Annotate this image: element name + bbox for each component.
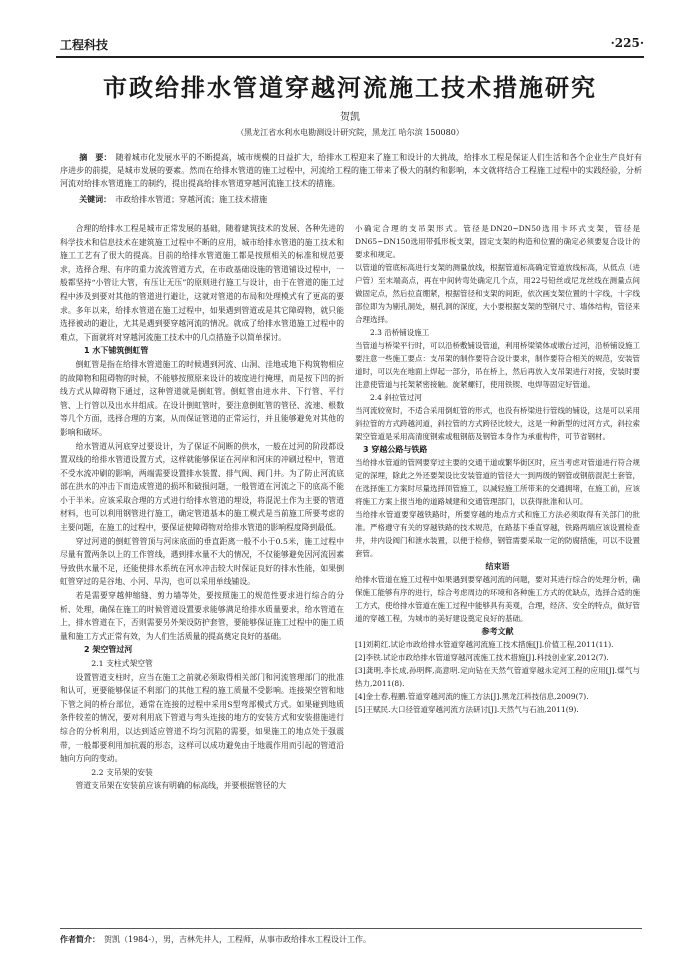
paragraph: 当给排水管道的管网要穿过主要的交通干道或繁华街区时，应当考虑对管道进行符合规定的深埋，除此之外还要架设比安装管道的管径大一到两级的钢管或钢筋混泥土套管，在选择施工方案时尽量选择顶管施工，以减轻施工所带来的交通拥堵，在施工前，应该将施工方案上报当地的道路城建和交通管理部门，以获得批准和认可。 (355, 458, 640, 506)
paragraph: 小确定合理的支吊架形式。管径是DN20~DN50选用卡环式支架，管径是DN65~DN150选用带弧形板支架，固定支架的构造和位置的确定必须要复合设计的要求和规定。 (355, 224, 640, 259)
reference-item: [4]金士春,程鹏.管道穿越河流的施工方法[J].黑龙江科技信息,2009(7). (355, 692, 589, 701)
author-affiliation: （黑龙江省水利水电勘测设计研究院，黑龙江 哈尔滨 150080） (236, 128, 464, 137)
footnote-text: 贺凯（1984-），男，吉林先井人，工程师，从事市政给排水工程设计工作。 (104, 935, 372, 944)
centered-heading: 参考文献 (481, 627, 514, 636)
paragraph: 当河流较宽时，不适合采用倒虹管的形式，也没有桥梁进行管线的铺设，这是可以采用斜拉管的方式跨越河道，斜拉管的方式跨径比较大，这是一种新型的过河方式，斜拉索架空管道是采用高清度钢索或粗钢筋及钢管本身作为承重构件，可节省钢材。 (355, 406, 640, 441)
keywords-label: 关键词： (79, 194, 112, 204)
body-column-right (355, 222, 640, 925)
paragraph: 以管道的管底标高进行支架的测量放线，根据管道标高确定管道放线标高，从低点（进户管）至末端高点，再在中间转弯处确定几个点，用22号铅丝或尼龙丝线在测量点间做固定点，然后拉直绷紧，根据管径和支架的间距，依次画支架位置的十字线，十字线部位即为为剔孔洞处，剔孔洞的深度，大小要根据支架的型钢尺寸、墙体结构，管径来合理选择。 (355, 263, 640, 324)
paragraph: 给排水管道在施工过程中如果遇到要穿越河流的问题，要对其进行综合的处理分析，确保施工能够有序的进行，综合考虑周边的环境和各种施工方式的优缺点，选择合适的施工方式，使给排水管道在施工过程中能够具有美观，合理，经济、安全的特点，做好管道的穿越工程，为城市的美好建设奠定良好的基础。 (355, 575, 640, 623)
abstract (60, 151, 642, 190)
centered-heading: 结束语 (485, 562, 510, 571)
header-rule (56, 56, 644, 58)
page-number: ·225· (610, 36, 644, 50)
keywords-text: 市政给排水管道；穿越河流；施工技术措施 (115, 195, 268, 204)
paragraph: 设置管道支柱时，应当在施工之前就必须取得相关部门和河流管理部门的批准和认可，更要能够保证不利部门的其他工程的施工质量不受影响。连接架空管和地下管之间的桥台部位，通常在连接的过程中采用S型弯部模式方式。如果碰到地质条件较差的情况，要对利用底下管道与弯头连接的地方的安装方式和安装措施进行综合的分析利用，以达到适应管道不均匀沉陷的需要，如果施工的地点处于强震带，一般都要利用加抗震的形态，这样可以成功避免由于地震作用而引起的管道沿轴向方向的变动。 (60, 672, 344, 764)
reference-item: [2]李铁.试论市政给排水管道穿越河流施工技术措施[J].科技创业家,2012(7). (355, 653, 609, 662)
abstract-text: 随着城市化发展水平的不断提高，城市规模的日益扩大，给排水工程迎来了施工和设计的大挑战，给排水工程是保证人们生活和各个企业生产良好有序进步的前提，是城市发展的要素。然而在给排水管道的施工过程中，河流给工程的施工带来了极大的制约和影响，本文就将结合工程施工过程中的实践经验，分析河流对给排水管道施工的制约，提出提高给排水管道穿越河流施工技术的措施。 (60, 153, 642, 188)
paragraph: 当管道与桥梁平行时，可以沿桥敷铺设管道，利用桥梁梁体或墩台过河，沿桥铺设施工要注意一些施工要点：支吊架的制作要符合设计要求，制作要符合相关的规范，安装管道时，可以先在地面上焊起一部分，吊在桥上，然后再放入支吊架进行对接，安装时要注意使管道与托架紧密接触。旋紧螺钉，使用铁锲、电焊等固定好管道。 (355, 341, 640, 389)
reference-item: [3]龚明,李长成,孙明辉,高意明.定向钻在天然气管道穿越永定河工程的应用[J].煤气与热力,2011(8). (355, 666, 640, 688)
subsection-heading: 2.2 支吊架的安装 (91, 767, 153, 777)
paper-title: 市政给排水管道穿越河流施工技术措施研究 (103, 73, 597, 102)
footnote-rule (60, 928, 642, 929)
page-header (0, 0, 700, 58)
subsection-heading: 2.3 沿桥铺设施工 (370, 328, 430, 337)
paragraph: 给水管道从河底穿过要设计，为了保证不间断的供水，一般在过河的阶段都设置双线的给排水管道设置方式，这样就能够保证在河岸和河床的冲刷过程中，管道不受水流冲刷的影响，两端需要设置排水装置、排气阀、阀门井。为了防止河流底部在洪水的冲击下而造成管道的损坏和破损问题，一般管道在河流之下的底高不能小于半米。应该采取合理的方式进行给排水管道的埋设，将混泥土作为主要的管道材料，也可以利用钢管进行施工，确定管道基本的施工模式是当前施工所要考虑的主要问题，在施工的过程中，要保证使障碍物对给排水管道的影响程度降到最低。 (60, 441, 344, 533)
subsection-heading: 2.4 斜拉管过河 (370, 393, 422, 402)
paragraph: 当给排水管道要穿越铁路时，所要穿越的地点方式和施工方法必须取得有关部门的批准。严格遵守有关的穿越铁路的技术规范，在路基下垂直穿越，铁路两端应该设置检查井，井内设阀门和泄水装置，以便于检修，钢管需要采取一定的防腐措施，可以不设置套管。 (355, 510, 640, 558)
author-name: 贺凯 (340, 112, 360, 123)
paragraph: 合理的给排水工程是城市正常发展的基础，随着建筑技术的发展、各种先进的科学技术和信息技术在建筑施工过程中不断的应用，城市给排水管道的施工技术和施工工艺有了很大的提高。目前的给排水管道施工都是按照相关的标准和规范要求，选择合理、有序的重力流流管道方式，在市政基础设施的管道铺设过程中，一般都坚持“小管让大管，有压让无压”的原则进行施工与设计，由于在管道的施工过程中涉及到要对其他的管道进行避让，这就对管道的布局和处理模式有了更高的要求。多年以来，给排水管道在施工过程中，如果遇到管道或是其它障碍物，就只能选择被动的避让，尤其是遇到要穿越河流的情况。就成了给排水管道施工过程中的难点，下面就将对穿越河流施工技术中的几点措施予以简单探讨。 (60, 224, 344, 342)
abstract-label: 摘 要： (79, 152, 112, 162)
reference-item: [1]刘莉红.试论市政给排水管道穿越河流施工技术措施[J].价值工程,2011(11). (355, 640, 614, 649)
paragraph: 倒虹管是指在给排水管道施工的时候遇到河流、山洞、洼地或地下构筑物相应的故障物和阻碍物的时候，不能够按照原来设计的坡度进行掩埋，而是按下凹的折线方式从障碍物下通过，这种管道就是倒虹管。倒虹管由进水井、下行管、平行管、上行管以及出水井组成。在设计倒虹管时，要注意倒虹管的管径、流速、根数等几个方面，选择合理的方案，从而保证管道的正常运行，并且能够避免对其他的影响和破坏。 (60, 359, 344, 437)
paragraph: 管道支吊架在安装前应该有明确的标高线，并要根据管径的大 (75, 781, 287, 791)
paragraph: 若是需要穿越伸缩缝、剪力墙等处，要按照施工的规范性要求进行综合的分析、处理，确保在施工的时候管道设置要求能够满足给排水质量要求，给水管道在上，排水管道在下，否则需要另外架设防护套管，要能够保证施工过程中的施工质量和施工方式正常有效，为人们生活质量的提高奠定良好的基础。 (60, 591, 344, 641)
section-heading: 2 架空管过河 (84, 645, 133, 655)
journal-section-name: 工程科技 (60, 38, 109, 52)
keywords (60, 193, 642, 206)
section-heading: 3 穿越公路与铁路 (363, 445, 428, 454)
author-footnote (60, 933, 642, 946)
body-column-left (60, 222, 344, 925)
reference-item: [5]王赋民.大口径管道穿越河流方法研讨[J].天然气与石油,2011(9). (355, 705, 579, 714)
footnote-label: 作者简介： (60, 934, 100, 944)
paragraph: 穿过河道的倒虹管管顶与河床底面的垂直距离一般不小于0.5米，施工过程中尽量有置两条以上的工作管线，遇到排水量不大的情况，不仅能够避免因河流因素导致供水量不足，还能使排水系统在河水冲击较大时保证良好的排水性能，如果倒虹管穿过的是谷地、小河、旱沟，也可以采用单线铺设。 (60, 536, 344, 587)
section-heading: 1 水下铺筑倒虹管 (84, 346, 149, 356)
subsection-heading: 2.1 支柱式架空管 (91, 659, 153, 668)
